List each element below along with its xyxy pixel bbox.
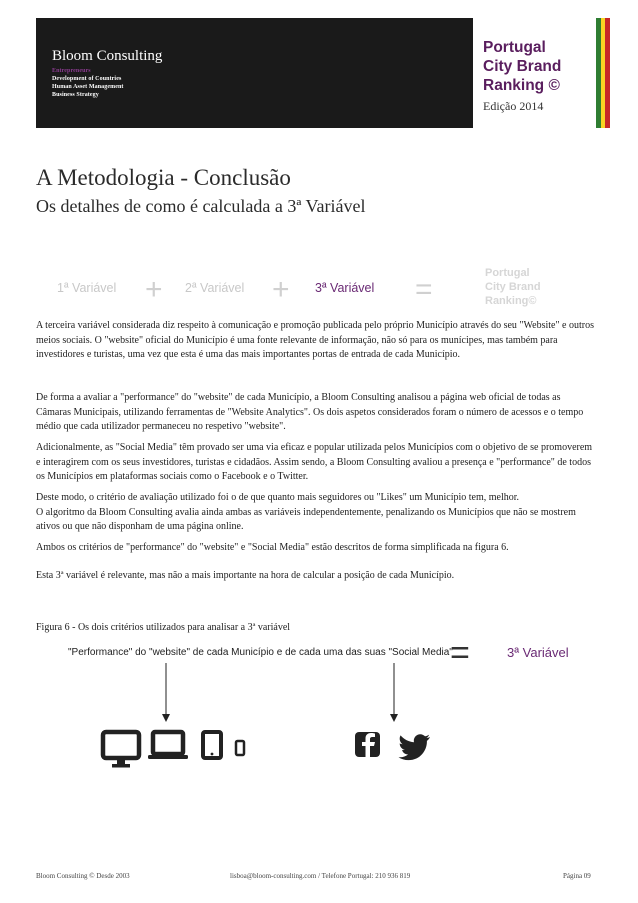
brand-tagline-line: Entrepreneurs bbox=[52, 68, 91, 74]
ranking-title-line: Portugal bbox=[483, 39, 546, 56]
paragraph-text: Esta 3ª variável é relevante, mas não a mais importante na hora de calcular a posição de cada Município. bbox=[36, 570, 455, 581]
footer-page-number: Página 09 bbox=[563, 872, 591, 880]
paragraph-text: A terceira variável considerada diz respeito à comunicação e promoção publicada pelo próprio Município através do seu "Website" e outros meios sociais. O "website" oficial do Município é uma fonte relevante de informação, não só para os munícipes, mas também para investidores e turistas, uma vez que esta é uma das mais importantes portas de entrada de cada Município. bbox=[36, 320, 594, 360]
formula-result-line: Ranking© bbox=[485, 295, 537, 307]
formula-result-line: Portugal bbox=[485, 267, 530, 279]
edition-label: Edição 2014 bbox=[483, 99, 544, 113]
twitter-icon bbox=[399, 734, 431, 760]
brand-tagline-line: Development of Countries bbox=[52, 76, 122, 82]
formula-var3: 3ª Variável bbox=[315, 281, 375, 295]
formula-plus-2: + bbox=[272, 273, 290, 306]
tablet-icon bbox=[203, 732, 221, 758]
formula-result-line: City Brand bbox=[485, 281, 541, 293]
footer-left: Bloom Consulting © Desde 2003 bbox=[36, 872, 130, 880]
formula-equals: = bbox=[415, 273, 433, 306]
formula-var2: 2ª Variável bbox=[185, 281, 245, 295]
brand-name: Bloom Consulting bbox=[52, 48, 163, 64]
paragraph-text: Ambos os critérios de "performance" do "website" e "Social Media" estão descritos de forma simplificada na figura 6. bbox=[36, 542, 509, 553]
paragraph-text: Adicionalmente, as "Social Media" têm provado ser uma via eficaz e popular utilizada pelos Municípios com o objetivo de se promoverem e interagirem com os seus investidores, turistas e cidadãos. Assim sendo, a Bloom Consulting avaliou a presença e "performance" de todos os Municípios em plataformas sociais como o Facebook e o Twitter. bbox=[36, 442, 593, 482]
footer-contact: lisboa@bloom-consulting.com / Telefone Portugal: 210 936 819 bbox=[230, 872, 411, 880]
brand-tagline-line: Business Strategy bbox=[52, 92, 99, 98]
figure-caption: Figura 6 - Os dois critérios utilizados para analisar a 3ª variável bbox=[36, 622, 291, 633]
ranking-title-line: Ranking © bbox=[483, 77, 560, 94]
figure-label: "Performance" do "website" de cada Município e de cada uma das suas "Social Media" bbox=[68, 647, 453, 658]
page-subtitle: Os detalhes de como é calculada a 3ª Variável bbox=[36, 196, 366, 216]
ranking-title-line: City Brand bbox=[483, 58, 562, 75]
paragraph-text: De forma a avaliar a "performance" do "website" de cada Município, a Bloom Consulting analisou a página web oficial de todas as Câmaras Municipais, utilizando ferramentas de "Website Analytics". Os dois aspetos considerados foram o número de acessos e o tempo médio que cada utilizador permaneceu no respetivo "website". bbox=[36, 392, 584, 432]
brand-tagline-line: Human Asset Management bbox=[52, 84, 124, 90]
desktop-icon bbox=[103, 732, 139, 768]
figure-variable: 3ª Variável bbox=[507, 645, 569, 660]
laptop-icon bbox=[148, 732, 188, 759]
formula-var1: 1ª Variável bbox=[57, 281, 117, 295]
formula-plus-1: + bbox=[145, 273, 163, 306]
page-title: A Metodologia - Conclusão bbox=[36, 165, 291, 190]
facebook-icon bbox=[355, 732, 380, 757]
paragraph-text: O algoritmo da Bloom Consulting avalia ainda ambas as variáveis independentemente, penalizando os Municípios que não se mostrem ativos ou que não disponham de uma página online. bbox=[36, 506, 576, 532]
figure-equals: = bbox=[450, 634, 470, 672]
phone-icon bbox=[236, 741, 244, 755]
paragraph-text: Deste modo, o critério de avaliação utilizado foi o de que quanto mais seguidores ou "Likes" um Município tem, melhor. bbox=[36, 492, 520, 503]
